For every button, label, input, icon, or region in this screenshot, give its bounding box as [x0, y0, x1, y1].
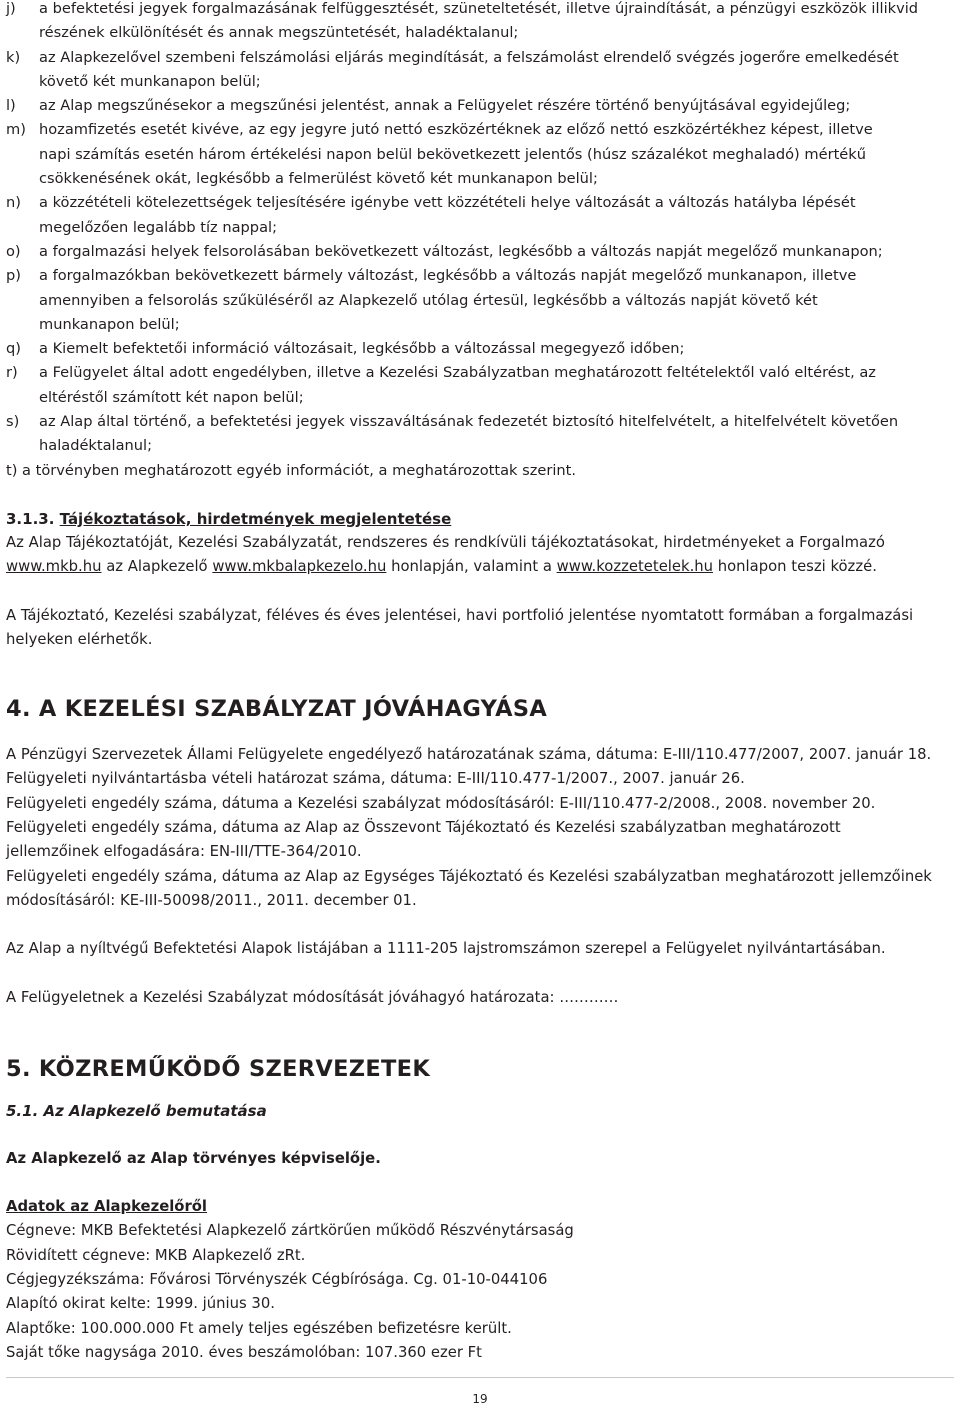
- subsection-heading-5-1: 5.1. Az Alapkezelő bemutatása: [6, 1101, 267, 1120]
- list-item-line: az Alapkezelővel szembeni felszámolási eljárás megindítását, a felszámolást elrendelő svégzés jogerőre emelkedését: [39, 48, 899, 66]
- legal-representative-line: Az Alapkezelő az Alap törvényes képviselője.: [6, 1149, 381, 1167]
- list-item-line: a Kiemelt befektetői információ változásait, legkésőbb a változással megegyező időben;: [39, 340, 685, 358]
- paragraph-line: Felügyeleti engedély száma, dátuma a Kezelési szabályzat módosításáról: E-III/110.477-2/2008., 2008. november 20.: [6, 794, 876, 812]
- list-item-line: eltéréstől számított két napon belül;: [39, 388, 304, 406]
- footer-divider: [6, 1377, 954, 1378]
- list-marker: k): [6, 48, 21, 66]
- paragraph-line: Felügyeleti engedély száma, dátuma az Alap az Összevont Tájékoztató és Kezelési szabályzatban meghatározott: [6, 819, 841, 837]
- list-item: [6, 94, 960, 118]
- list-item-line: megelőzően legalább tíz nappal;: [39, 218, 277, 236]
- page-number: 19: [472, 1392, 488, 1406]
- list-item-line: a forgalmazási helyek felsorolásában bekövetkezett változást, legkésőbb a változás napját megelőző munkanapon;: [39, 242, 883, 260]
- list-item: [6, 337, 960, 361]
- document-page: [6, 0, 960, 1365]
- data-line: Saját tőke nagysága 2010. éves beszámolóban: 107.360 ezer Ft: [6, 1343, 482, 1361]
- list-item: [6, 0, 960, 46]
- section-title: Tájékoztatások, hirdetmények megjelentetése: [59, 509, 452, 528]
- kozzetetelek-link[interactable]: www.kozzetetelek.hu: [556, 558, 714, 576]
- list-marker: m): [6, 121, 26, 139]
- publication-paragraph: Az Alap Tájékoztatóját, Kezelési Szabályzatát, rendszeres és rendkívüli tájékoztatásokat, hirdetményeket a Forgalmazó www.mkb.hu az Alapkezelő www.mkbalapkezelo.hu honlapján, valamint a www.kozzetetelek.hu honlapon teszi közzé.: [6, 531, 960, 580]
- section-heading-4: 4. A KEZELÉSI SZABÁLYZAT JÓVÁHAGYÁSA: [6, 696, 548, 723]
- list-item-line: a Felügyelet által adott engedélyben, illetve a Kezelési Szabályzatban meghatározott feltételektől való eltérést, az: [39, 364, 876, 382]
- section-heading-5: 5. KÖZREMŰKÖDŐ SZERVEZETEK: [6, 1055, 431, 1082]
- list-item-line: haladéktalanul;: [39, 437, 153, 455]
- paragraph-line: Az Alap Tájékoztatóját, Kezelési Szabályzatát, rendszeres és rendkívüli tájékoztatásokat, hirdetményeket a Forgalmazó: [6, 533, 885, 551]
- data-line: Alapító okirat kelte: 1999. június 30.: [6, 1295, 275, 1313]
- list-item: [6, 118, 960, 191]
- list-item-line: az Alap által történő, a befektetési jegyek visszaváltásának fedezetét biztosító hitelfelvételt, a hitelfelvételt követően: [39, 413, 899, 431]
- mkbalapkezelo-link[interactable]: www.mkbalapkezelo.hu: [212, 558, 387, 576]
- mkb-link[interactable]: www.mkb.hu: [6, 558, 102, 576]
- paragraph-line: Felügyeleti engedély száma, dátuma az Alap az Egységes Tájékoztató és Kezelési szabályzatban meghatározott jellemzőinek: [6, 867, 932, 885]
- paragraph-line: Felügyeleti nyilvántartásba vételi határozat száma, dátuma: E-III/110.477-1/2007., 2007. január 26.: [6, 770, 745, 788]
- list-marker: o): [6, 242, 21, 260]
- list-item-line: az Alap megszűnésekor a megszűnési jelentést, annak a Felügyelet részére történő benyújtásával egyidejűleg;: [39, 97, 851, 115]
- manager-data-heading: Adatok az Alapkezelőről: [6, 1198, 208, 1216]
- list-item-line: napi számítás esetén három értékelési napon belül bekövetkezett jelentős (húsz százalékot meghaladó) mértékű: [39, 145, 866, 163]
- registry-paragraph: Az Alap a nyíltvégű Befektetési Alapok listájában a 1111-205 lajstromszámon szerepel a Felügyelet nyilvántartásában.: [6, 940, 886, 958]
- list-item: [6, 361, 960, 410]
- data-line: Cégneve: MKB Befektetési Alapkezelő zártkörűen működő Részvénytársaság: [6, 1222, 574, 1240]
- paragraph-line: jellemzőinek elfogadására: EN-III/TTE-364/2010.: [6, 843, 362, 861]
- list-item-line: hozamfizetés esetét kivéve, az egy jegyre jutó nettó eszközértéknek az előző nettó eszközértékhez képest, illetve: [39, 121, 873, 139]
- list-marker: j): [6, 0, 16, 17]
- list-marker: q): [6, 340, 21, 358]
- paragraph-line: A Tájékoztató, Kezelési szabályzat, féléves és éves jelentései, havi portfolió jelentése nyomtatott formában a forgalmazási: [6, 606, 914, 624]
- paragraph-line: módosításáról: KE-III-50098/2011., 2011. december 01.: [6, 891, 417, 909]
- list-item-line: amennyiben a felsorolás szűküléséről az Alapkezelő utólag értesül, legkésőbb a változás napját követő két: [39, 291, 818, 309]
- data-line: Alaptőke: 100.000.000 Ft amely teljes egészében befizetésre került.: [6, 1319, 512, 1337]
- list-item-line: a közzétételi kötelezettségek teljesítésére igénybe vett közzétételi helye változását a változás hatályba lépését: [39, 194, 856, 212]
- list-item-line: részének elkülönítését és annak megszüntetését, haladéktalanul;: [39, 24, 519, 42]
- approval-paragraph: [6, 743, 960, 913]
- list-item: [6, 191, 960, 240]
- list-item-line: munkanapon belül;: [39, 315, 180, 333]
- data-line: Rövidített cégneve: MKB Alapkezelő zRt.: [6, 1246, 306, 1264]
- list-item-line: a forgalmazókban bekövetkezett bármely változást, legkésőbb a változás napját megelőző munkanapon, illetve: [39, 267, 857, 285]
- list-marker: n): [6, 194, 21, 212]
- list-item: [6, 410, 960, 459]
- section-heading-3-1-3: [6, 507, 960, 531]
- list-marker: p): [6, 267, 21, 285]
- list-item: [6, 46, 960, 95]
- list-item-line: csökkenésének okát, legkésőbb a felmerülést követő két munkanapon belül;: [39, 170, 598, 188]
- availability-paragraph: [6, 604, 960, 653]
- list-item-line: követő két munkanapon belül;: [39, 72, 261, 90]
- manager-data-list: [6, 1219, 960, 1365]
- list-marker: r): [6, 364, 18, 382]
- list-item: [6, 240, 960, 264]
- data-line: Cégjegyzékszáma: Fővárosi Törvényszék Cégbírósága. Cg. 01-10-044106: [6, 1270, 548, 1288]
- list-marker: s): [6, 413, 20, 431]
- approval-resolution-paragraph: A Felügyeletnek a Kezelési Szabályzat módosítását jóváhagyó határozata: …………: [6, 988, 619, 1006]
- paragraph-line: A Pénzügyi Szervezetek Állami Felügyelete engedélyező határozatának száma, dátuma: E-III/110.477/2007, 2007. január 18.: [6, 746, 932, 764]
- list-item: [6, 264, 960, 337]
- notification-list: [6, 0, 960, 483]
- paragraph-line: helyeken elérhetők.: [6, 630, 153, 648]
- list-marker: l): [6, 97, 16, 115]
- section-number: 3.1.3.: [6, 509, 55, 528]
- list-item-line: a befektetési jegyek forgalmazásának felfüggesztését, szüneteltetését, illetve újraindítását, a pénzügyi eszközök illikvid: [39, 0, 919, 17]
- list-item-last: t) a törvényben meghatározott egyéb információt, a meghatározottak szerint.: [6, 461, 577, 479]
